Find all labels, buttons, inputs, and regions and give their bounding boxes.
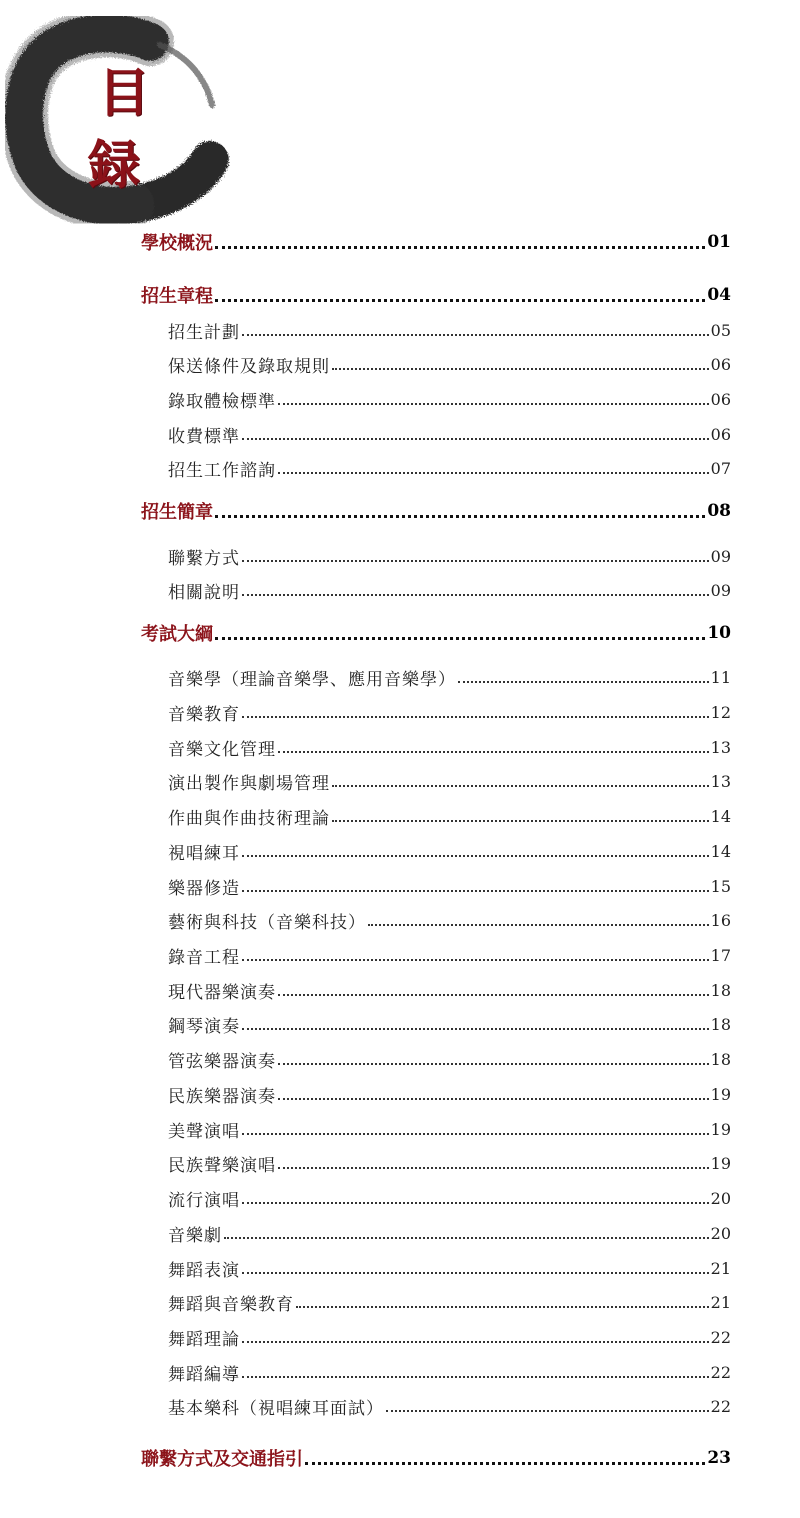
dot-leader — [215, 515, 705, 518]
toc-page-number: 20 — [710, 1223, 731, 1243]
toc-item-row[interactable] — [0, 699, 731, 725]
toc-page-number: 09 — [710, 580, 731, 600]
toc-page-number: 09 — [710, 546, 731, 566]
dot-leader — [242, 334, 709, 336]
toc-page-number: 13 — [710, 771, 731, 791]
toc-item-row[interactable] — [0, 577, 731, 603]
toc-page-number: 17 — [710, 945, 731, 965]
toc-item-row[interactable] — [0, 942, 731, 968]
dot-leader — [242, 716, 709, 718]
toc-item-title: 聯繫方式 — [168, 548, 240, 569]
toc-page-number: 18 — [710, 980, 731, 1000]
toc-page-number: 01 — [707, 232, 731, 252]
toc-item-row[interactable] — [0, 907, 731, 933]
toc-page-number: 22 — [710, 1362, 731, 1382]
toc-page-number: 14 — [710, 806, 731, 826]
toc-page-number: 12 — [710, 702, 731, 722]
dot-leader — [242, 855, 709, 857]
toc-item-row[interactable] — [0, 977, 731, 1003]
toc-item-title: 音樂劇 — [168, 1225, 222, 1246]
toc-item-row[interactable] — [0, 734, 731, 760]
toc-section-title: 學校概況 — [141, 233, 213, 254]
dot-leader — [215, 299, 705, 302]
dot-leader — [368, 924, 709, 926]
toc-item-title: 招生工作諮詢 — [168, 460, 276, 481]
toc-item-row[interactable] — [0, 1011, 731, 1037]
toc-page-number: 06 — [710, 389, 731, 409]
toc-page-number: 07 — [710, 458, 731, 478]
toc-item-title: 舞蹈與音樂教育 — [168, 1294, 294, 1315]
dot-leader — [242, 1341, 709, 1343]
toc-page-number: 20 — [710, 1188, 731, 1208]
toc-page-number: 15 — [710, 876, 731, 896]
toc-item-title: 舞蹈編導 — [168, 1364, 240, 1385]
dot-leader — [332, 820, 709, 822]
dot-leader — [278, 994, 709, 996]
toc-section-title: 招生章程 — [141, 286, 213, 307]
toc-page-number: 19 — [710, 1153, 731, 1173]
toc-page-number: 19 — [710, 1084, 731, 1104]
toc-item-title: 保送條件及錄取規則 — [168, 356, 330, 377]
toc-item-title: 樂器修造 — [168, 878, 240, 899]
toc-page-number: 21 — [710, 1292, 731, 1312]
title-char-2: 録 — [88, 135, 141, 196]
toc-item-row[interactable] — [0, 1220, 731, 1246]
toc-section-row[interactable] — [0, 498, 731, 524]
toc-page-number: 04 — [707, 285, 731, 305]
dot-leader — [242, 560, 709, 562]
toc-page-number: 16 — [710, 910, 731, 930]
toc-section-title: 招生簡章 — [141, 502, 213, 523]
dot-leader — [242, 1272, 709, 1274]
toc-section-title: 聯繫方式及交通指引 — [141, 1449, 303, 1470]
dot-leader — [215, 637, 705, 640]
toc-item-row[interactable] — [0, 873, 731, 899]
dot-leader — [458, 681, 709, 683]
dot-leader — [332, 785, 709, 787]
title-char-1: 目 — [98, 63, 151, 124]
dot-leader — [242, 438, 709, 440]
toc-item-row[interactable] — [0, 1324, 731, 1350]
dot-leader — [296, 1306, 709, 1308]
toc-section-row[interactable] — [0, 1445, 731, 1471]
toc-page-number: 05 — [710, 320, 731, 340]
dot-leader — [242, 1202, 709, 1204]
toc-item-row[interactable] — [0, 1185, 731, 1211]
toc-item-title: 音樂教育 — [168, 704, 240, 725]
toc-item-title: 舞蹈表演 — [168, 1260, 240, 1281]
toc-page-number: 08 — [707, 501, 731, 521]
dot-leader — [242, 959, 709, 961]
toc-page-number: 23 — [707, 1448, 731, 1468]
toc-page-number: 18 — [710, 1049, 731, 1069]
toc-item-row[interactable] — [0, 1255, 731, 1281]
toc-page-number: 06 — [710, 354, 731, 374]
toc-section-row[interactable] — [0, 282, 731, 308]
toc-item-row[interactable] — [0, 455, 731, 481]
toc-item-row[interactable] — [0, 664, 731, 690]
toc-item-title: 視唱練耳 — [168, 843, 240, 864]
toc-page-number: 11 — [710, 667, 731, 687]
dot-leader — [278, 1098, 709, 1100]
toc-item-row[interactable] — [0, 317, 731, 343]
dot-leader — [242, 890, 709, 892]
toc-section-row[interactable] — [0, 620, 731, 646]
toc-item-title: 基本樂科（視唱練耳面試） — [168, 1398, 384, 1419]
dot-leader — [278, 751, 709, 753]
toc-item-row[interactable] — [0, 1393, 731, 1419]
toc-item-row[interactable] — [0, 421, 731, 447]
toc-item-row[interactable] — [0, 386, 731, 412]
dot-leader — [305, 1462, 705, 1465]
toc-page-number: 21 — [710, 1258, 731, 1278]
toc-page-number: 19 — [710, 1119, 731, 1139]
toc-item-title: 作曲與作曲技術理論 — [168, 808, 330, 829]
toc-item-title: 流行演唱 — [168, 1190, 240, 1211]
toc-item-row[interactable] — [0, 803, 731, 829]
toc-item-title: 民族聲樂演唱 — [168, 1155, 276, 1176]
toc-item-row[interactable] — [0, 1116, 731, 1142]
toc-item-title: 民族樂器演奏 — [168, 1086, 276, 1107]
toc-item-title: 美聲演唱 — [168, 1121, 240, 1142]
toc-item-row[interactable] — [0, 838, 731, 864]
dot-leader — [242, 1133, 709, 1135]
dot-leader — [278, 1167, 709, 1169]
toc-item-title: 音樂文化管理 — [168, 739, 276, 760]
dot-leader — [386, 1410, 709, 1412]
dot-leader — [242, 1376, 709, 1378]
toc-item-title: 管弦樂器演奏 — [168, 1051, 276, 1072]
toc-item-row[interactable] — [0, 1081, 731, 1107]
toc-page-number: 22 — [710, 1327, 731, 1347]
toc-item-title: 錄取體檢標準 — [168, 391, 276, 412]
dot-leader — [278, 1063, 709, 1065]
dot-leader — [242, 594, 709, 596]
toc-page-number: 10 — [707, 623, 731, 643]
toc-item-row[interactable] — [0, 1359, 731, 1385]
toc-item-row[interactable] — [0, 1150, 731, 1176]
toc-item-title: 鋼琴演奏 — [168, 1016, 240, 1037]
toc-item-title: 現代器樂演奏 — [168, 982, 276, 1003]
toc-item-title: 音樂學（理論音樂學、應用音樂學） — [168, 669, 456, 690]
dot-leader — [224, 1237, 709, 1239]
toc-item-title: 錄音工程 — [168, 947, 240, 968]
toc-item-title: 舞蹈理論 — [168, 1329, 240, 1350]
toc-page-number: 13 — [710, 737, 731, 757]
toc-item-title: 演出製作與劇場管理 — [168, 773, 330, 794]
toc-page-number: 18 — [710, 1014, 731, 1034]
toc-item-title: 相關說明 — [168, 582, 240, 603]
toc-page-number: 22 — [710, 1396, 731, 1416]
toc-item-row[interactable] — [0, 768, 731, 794]
dot-leader — [242, 1028, 709, 1030]
toc-section-title: 考試大綱 — [141, 624, 213, 645]
toc-item-row[interactable] — [0, 543, 731, 569]
toc-item-row[interactable] — [0, 351, 731, 377]
toc-item-title: 收費標準 — [168, 426, 240, 447]
toc-item-row[interactable] — [0, 1289, 731, 1315]
dot-leader — [278, 403, 709, 405]
toc-section-row[interactable] — [0, 229, 731, 255]
dot-leader — [278, 472, 709, 474]
toc-item-title: 招生計劃 — [168, 322, 240, 343]
dot-leader — [215, 246, 705, 249]
toc-page-number: 14 — [710, 841, 731, 861]
dot-leader — [332, 368, 709, 370]
toc-page-number: 06 — [710, 424, 731, 444]
toc-item-row[interactable] — [0, 1046, 731, 1072]
toc-item-title: 藝術與科技（音樂科技） — [168, 912, 366, 933]
